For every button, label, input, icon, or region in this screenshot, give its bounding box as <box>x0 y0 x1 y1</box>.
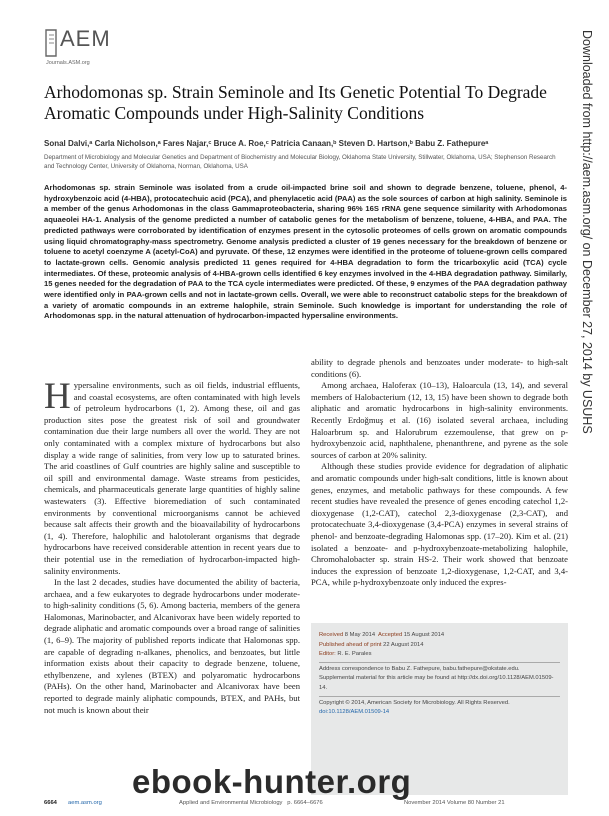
aem-logo-icon <box>44 28 58 58</box>
download-watermark: Downloaded from http://aem.asm.org/ on December 27, 2014 by USUHS <box>580 30 594 434</box>
supplemental-note: Supplemental material for this article may be found at http://dx.doi.org/10.1128/AEM.01509-14. <box>319 675 554 691</box>
article-title: Arhodomonas sp. Strain Seminole and Its Genetic Potential To Degrade Aromatic Compounds under High-Salinity Conditions <box>44 82 547 123</box>
drop-cap: H <box>44 376 71 417</box>
body-column-left <box>44 376 300 716</box>
paragraph: Among archaea, Haloferax (10–13), Haloarcula (13, 14), and several members of Halobacterium (12, 13, 15) have been shown to degrade both aliphatic and aromatic hydrocarbons in high-salinity environments. Recently Erdoğmuş et al. (16) isolated several archaea, including Haloarbrum sp. and Halorubrum ezzemoulense, that grew on p-hydroxybenzoic acid, naphthalene, phenanthrene, and pyrene as the sole sources of carbon at 20% salinity. <box>311 380 568 460</box>
doi-link[interactable]: doi:10.1128/AEM.01509-14 <box>319 709 390 716</box>
published-line: Published ahead of print 22 August 2014 <box>319 641 424 648</box>
copyright: Copyright © 2014, American Society for Microbiology. All Rights Reserved. <box>319 699 510 706</box>
divider <box>319 696 560 697</box>
dates-line: Received 8 May 2014 Accepted 15 August 2014 <box>319 632 445 638</box>
paragraph: Although these studies provide evidence for degradation of aliphatic and aromatic compounds under high-salt conditions, little is known about genes, enzymes, and metabolic pathways for these compounds. A few recent studies have revealed the presence of genes encoding catechol 1,2-dioxygenase (1,2-CAT), catechol 2,3-dioxygenase (2,3-CAT), and protocatechuate 3,4-dioxygenase (3,4-PCA) enzymes in several strains of phenol- and benzoate-degrading Halomonas spp. (17–20). Kim et al. (21) isolated a benzoate- and p-hydroxybenzoate-metabolizing halophile, Chromohalobacter sp. strain HS-2. Their work showed that benzoate induces the expression of benzoate 1,2-dioxygenase, 1,2-CAT, and 3,4-PCA, while p-hydroxybenzoate only induced the expres- <box>311 461 568 588</box>
abstract: Arhodomonas sp. strain Seminole was isolated from a crude oil-impacted brine soil and shown to degrade benzene, toluene, phenol, 4-hydroxybenzoic acid (4-HBA), protocatechuic acid (PCA), and phenylacetic acid (PAA) as the sole sources of carbon at high salinity. Seminole is a member of the genus Arhodomonas in the class Gammaproteobacteria, sharing 96% 16S rRNA gene sequence similarity with Arhodomonas aquaeolei HA-1. Analysis of the genome predicted a number of catabolic genes for the metabolism of benzene, toluene, 4-HBA, and PAA. The predicted pathways were corroborated by identification of enzymes present in the cytosolic proteomes of cells grown on aromatic compounds using liquid chromatography-mass spectrometry. Genome analysis predicted a cluster of 19 genes necessary for the breakdown of benzene or toluene to acetyl coenzyme A (acetyl-CoA) and pyruvate. Of these, 12 enzymes were identified in the proteome of toluene-grown cells compared to lactate-grown cells. Genomic analysis predicted 11 genes required for 4-HBA degradation to form the tricarboxylic acid (TCA) cycle intermediates. Of these, proteomic analysis of 4-HBA-grown cells identified 6 key enzymes involved in the 4-HBA degradation pathway. Similarly, 15 genes needed for the degradation of PAA to the TCA cycle intermediates were predicted. Of these, 9 enzymes of the PAA degradation pathway were identified only in PAA-grown cells and not in lactate-grown cells. Overall, we were able to reconstruct catabolic steps for the breakdown of a variety of aromatic compounds in an extreme halophile, strain Seminole. Such knowledge is important for understanding the role of Arhodomonas spp. in the natural attenuation of hydrocarbon-impacted hypersaline environments. <box>44 183 567 321</box>
body-column-right <box>311 357 568 589</box>
page-number: 6664 <box>44 800 57 806</box>
author-list: Sonal Dalvi,ᵃ Carla Nicholson,ᵃ Fares Najar,ᶜ Bruce A. Roe,ᶜ Patricia Canaan,ᵇ Steven D. Hartson,ᵇ Babu Z. Fathepureᵃ <box>44 139 489 148</box>
published-date: 22 August 2014 <box>383 641 424 648</box>
divider <box>319 662 560 663</box>
issue-info: November 2014 Volume 80 Number 21 <box>404 800 505 806</box>
site-banner: ebook-hunter.org <box>132 763 412 800</box>
affiliations: Department of Microbiology and Molecular Genetics and Department of Biochemistry and Molecular Biology, Oklahoma State University, Stillwater, Oklahoma, USA; Stephenson Research and Technology Center, University of Oklahoma, Norman, Oklahoma, USA <box>44 154 556 170</box>
editor-line: Editor: R. E. Parales <box>319 651 372 658</box>
logo-text: AEM <box>60 26 111 51</box>
editor-name: R. E. Parales <box>337 651 372 658</box>
paragraph: In the last 2 decades, studies have documented the ability of bacteria, archaea, and a few eukaryotes to degrade hydrocarbons under moderate- to high-salinity conditions (5, 6). Among bacteria, members of the genera Halomonas, Marinobacter, and Alcanivorax have been widely reported to degrade aliphatic and aromatic compounds over a broad range of salinities (1, 6–9). The majority of published reports indicate that Halomonas spp. are capable of degrading n-alkanes, phenolics, and benzoates, but little information exists about their capacity to degrade benzene, toluene, ethylbenzene, and xylenes (BTEX) and polyaromatic hydrocarbons (PAHs). On the other hand, Marinobacter and Alcanivorax have been reported to degrade mainly aliphatic compounds, BTEX, and PAHs, but not much is known about their <box>44 577 300 715</box>
received-date: 8 May 2014 <box>344 632 376 638</box>
journal-url-link[interactable]: aem.asm.org <box>68 800 102 806</box>
journal-citation: Applied and Environmental Microbiology p. 6664–6676 <box>179 800 323 806</box>
paragraph: ypersaline environments, such as oil fields, industrial effluents, and coastal ecosystems, are often contaminated with high levels of petroleum hydrocarbons (1, 2). Among these, oil and gas production sites pose the greatest risk of soil and groundwater contamination due their large numbers all over the world. They are not only contaminated with a complex mixture of hydrocarbons but also display a wide range of salinities, from very low up to saturated brines. The arid coastlines of Gulf countries are highly saline and susceptible to oil spill and environmental damage. Waste streams from pesticides, chemicals, and pharmaceuticals generate large quantities of highly saline wastewaters (3). Effective bioremediation of such contaminated environments by conventional microorganisms cannot be achieved because salt affects their growth and the bioavailability of hydrocarbons (1, 4). Therefore, halophilic and halotolerant organisms that degrade hydrocarbons have received considerable attention in recent years due to their potential use in the remediation of hydrocarbon-impacted high-salinity environments. <box>44 380 300 576</box>
paragraph: ability to degrade phenols and benzoates under moderate- to high-salt conditions (6). <box>311 357 568 379</box>
journal-site: Journals.ASM.org <box>46 60 90 66</box>
correspondence: Address correspondence to Babu Z. Fathepure, babu.fathepure@okstate.edu. <box>319 665 520 672</box>
accepted-date: 15 August 2014 <box>403 632 445 638</box>
journal-logo <box>44 26 111 74</box>
